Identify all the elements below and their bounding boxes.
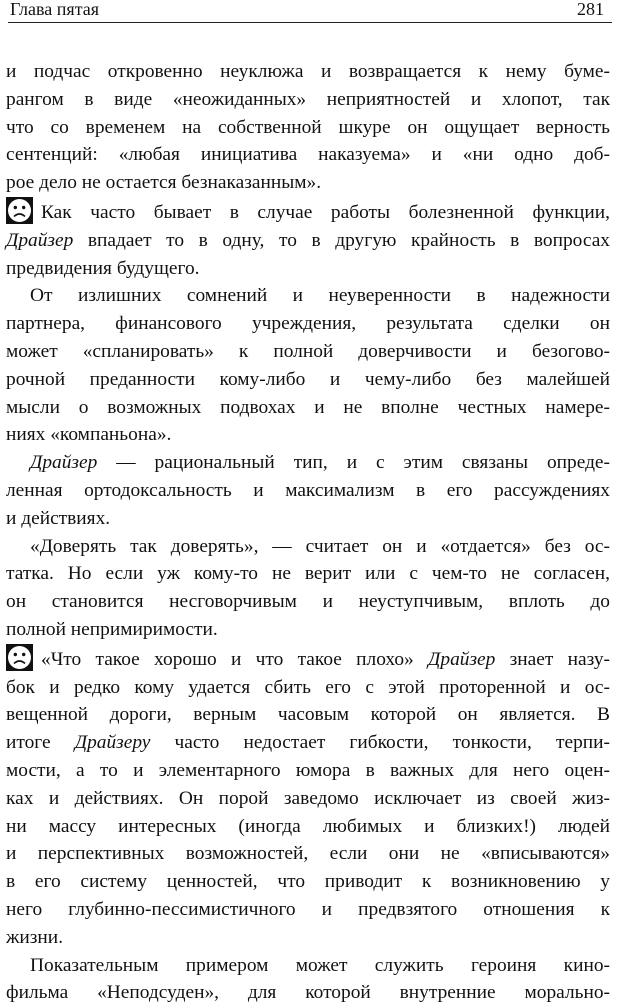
paragraph-5-line-2: татка. Но если уж кому-то не верит или с чем-то не согласен,	[6, 563, 610, 585]
paragraph-3-line-6: ниях «компаньона».	[6, 424, 172, 446]
paragraph-6-line-1-text-a: «Что такое хорошо и что такое плохо»	[41, 648, 429, 670]
paragraph-6-line-4-text-a: итоге	[6, 732, 75, 754]
paragraph-6-line-3: вещенной дороги, верным часовым которой он является. В	[6, 704, 610, 726]
paragraph-3-line-4: рочной преданности кому-либо и чему-либо без малейшей	[6, 368, 610, 390]
paragraph-3-line-1: От излишних сомнений и неуверенности в надежности	[30, 285, 610, 307]
paragraph-6-line-2: бок и редко кому удается сбить его с этой проторенной и ос-	[6, 676, 610, 698]
paragraph-5-line-3: он становится несговорчивым и неуступчивым, вплоть до	[6, 591, 610, 613]
paragraph-6-line-4-text-c: часто недостает гибкости, тонкости, терпи-	[150, 732, 610, 754]
paragraph-1-line-5: рое дело не остается безнаказанным».	[6, 172, 322, 194]
paragraph-1-line-4: сентенций: «любая инициатива наказуема» и «ни одно доб-	[6, 144, 610, 166]
paragraph-6-line-8: и перспективных возможностей, если они не «вписываются»	[6, 843, 610, 865]
paragraph-4-line-1-text: — рациональный тип, и с этим связаны опреде-	[97, 452, 610, 474]
paragraph-6-line-10: него глубинно-пессимистичного и предвзятого отношения к	[6, 898, 610, 920]
paragraph-6-line-1-text-c: знает назу-	[495, 648, 610, 670]
paragraph-6-line-6: ках и действиях. Он порой заведомо исключает из своей жиз-	[6, 787, 610, 809]
paragraph-1-line-2: рангом в виде «неожиданных» неприятностей и хлопот, так	[6, 88, 610, 110]
paragraph-6-line-1	[6, 644, 610, 674]
paragraph-4-line-1	[6, 449, 610, 477]
paragraph-7-line-1: Показательным примером может служить героиня кино-	[30, 954, 610, 976]
paragraph-3-line-3: может «спланировать» к полной доверчивости и безогово-	[6, 340, 610, 362]
paragraph-1-line-1: и подчас откровенно неуклюжа и возвращается к нему буме-	[6, 61, 610, 82]
typename-drayzer: Драйзер	[30, 452, 98, 474]
running-header	[8, 0, 612, 23]
paragraph-2-line-2-text: впадает то в одну, то в другую крайность в вопросах	[73, 229, 610, 251]
paragraph-2-line-3: предвидения будущего.	[6, 257, 200, 279]
paragraph-3-line-5: мысли о возможных подвохах и не вполне честных намере-	[6, 396, 610, 418]
paragraph-6-line-9: в его систему ценностей, что приводит к возникновению у	[6, 871, 610, 893]
typename-drayzer: Драйзер	[428, 648, 496, 670]
paragraph-5-line-4: полной непримиримости.	[6, 618, 218, 640]
paragraph-6-line-7: ни массу интересных (иногда любимых и близких!) людей	[6, 815, 610, 837]
sad-face-icon	[6, 197, 33, 224]
paragraph-6-line-11: жизни.	[6, 926, 64, 948]
body-text	[6, 58, 610, 1007]
page-number: 281	[577, 0, 604, 19]
paragraph-4-line-2: ленная ортодоксальность и максимализм в его рассуждениях	[6, 479, 610, 501]
paragraph-2-line-2	[6, 227, 610, 255]
typename-drayzeru: Драйзеру	[74, 732, 151, 754]
paragraph-1-line-3: что со временем на собственной шкуре он ощущает верность	[6, 116, 610, 138]
paragraph-6-line-5: мости, а то и элементарного юмора в важных для него оцен-	[6, 759, 610, 781]
paragraph-7-line-2: фильма «Неподсуден», для которой внутренние морально-	[6, 982, 610, 1004]
typename-drayzer: Драйзер	[6, 229, 74, 251]
paragraph-2-line-1-text: Как часто бывает в случае работы болезненной функции,	[41, 201, 610, 223]
paragraph-5-line-1: «Доверять так доверять», — считает он и «отдается» без ос-	[30, 535, 610, 557]
paragraph-4-line-3: и действиях.	[6, 507, 111, 529]
paragraph-3-line-2: партнера, финансового учреждения, результата сделки он	[6, 313, 610, 335]
sad-face-icon	[6, 644, 33, 671]
chapter-title: Глава пятая	[10, 0, 100, 19]
paragraph-2-line-1	[6, 197, 610, 227]
paragraph-6-line-4	[6, 729, 610, 757]
